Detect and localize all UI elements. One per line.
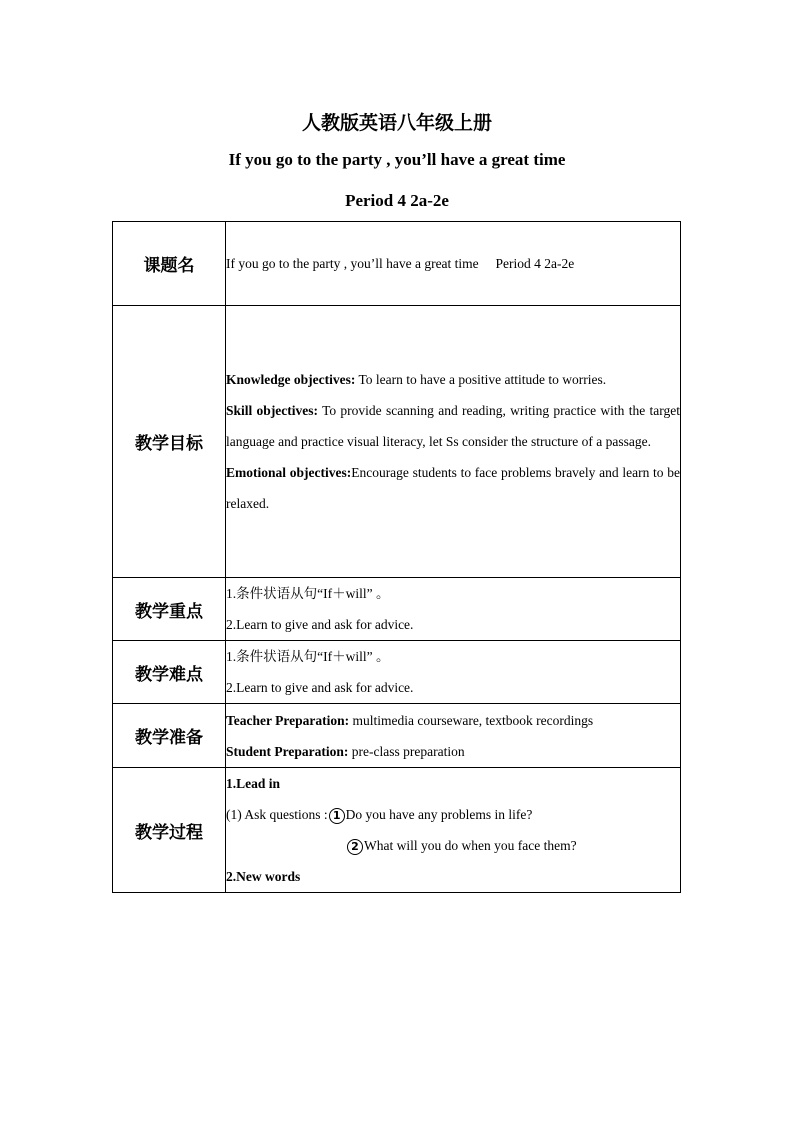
- circled-number-1-icon: 1: [329, 808, 345, 824]
- objectives-row: [113, 306, 681, 578]
- topic-period: Period 4 2a-2e: [495, 256, 575, 271]
- question-2: [226, 830, 680, 861]
- difficult-points-label: 教学难点: [113, 641, 226, 704]
- topic-label: 课题名: [113, 222, 226, 306]
- difficult-points-value: [226, 641, 681, 704]
- key-points-label: 教学重点: [113, 578, 226, 641]
- key-point-1: 1.条件状语从句“If＋will” 。: [226, 586, 390, 601]
- objectives-label: 教学目标: [113, 306, 226, 578]
- student-preparation-text: pre-class preparation: [351, 743, 465, 759]
- process-label: 教学过程: [113, 768, 226, 893]
- process-value: [226, 768, 681, 893]
- knowledge-objectives-text: To learn to have a positive attitude to worries.: [358, 372, 607, 387]
- key-points-row: [113, 578, 681, 641]
- process-row: [113, 768, 681, 893]
- teacher-preparation-label: Teacher Preparation:: [226, 712, 350, 728]
- topic-text: [226, 248, 680, 279]
- difficult-point-2: 2.Learn to give and ask for advice.: [226, 680, 414, 695]
- key-point-2: 2.Learn to give and ask for advice.: [226, 617, 414, 632]
- lead-in-step: 1.Lead in: [226, 776, 281, 791]
- ask-questions-prefix: (1) Ask questions :: [226, 807, 328, 822]
- objectives-value: [226, 306, 681, 578]
- preparation-value: [226, 704, 681, 768]
- question-1-text: Do you have any problems in life?: [345, 807, 533, 822]
- preparation-label: 教学准备: [113, 704, 226, 768]
- student-preparation: [226, 736, 680, 767]
- emotional-objectives: [226, 457, 680, 519]
- preparation-row: [113, 704, 681, 768]
- topic-row: [113, 222, 681, 306]
- emotional-objectives-text: Encourage students to face problems bravely and learn to be relaxed.: [226, 465, 680, 511]
- skill-objectives: [226, 395, 680, 457]
- emotional-objectives-label: Emotional objectives:: [226, 465, 352, 480]
- book-title: 人教版英语八年级上册: [301, 112, 492, 134]
- period-title: Period 4 2a-2e: [345, 191, 449, 210]
- difficult-points-row: [113, 641, 681, 704]
- circled-number-2-icon: 2: [347, 839, 363, 855]
- skill-objectives-text: To provide scanning and reading, writing practice with the target language and practice visual literacy, let Ss consider the structure of a passage.: [226, 403, 680, 449]
- topic-title: If you go to the party , you’ll have a great time: [226, 256, 479, 271]
- question-2-text: What will you do when you face them?: [364, 838, 577, 853]
- knowledge-objectives: [226, 364, 680, 395]
- student-preparation-label: Student Preparation:: [226, 743, 349, 759]
- key-points-value: [226, 578, 681, 641]
- unit-title: If you go to the party , you’ll have a great time: [228, 150, 566, 169]
- difficult-point-1: 1.条件状语从句“If＋will” 。: [226, 649, 390, 664]
- knowledge-objectives-label: Knowledge objectives:: [226, 372, 356, 387]
- lesson-plan-table: [112, 221, 681, 893]
- teacher-preparation: [226, 705, 680, 736]
- question-1: [226, 799, 680, 830]
- teacher-preparation-text: multimedia courseware, textbook recordings: [352, 712, 594, 728]
- new-words-step: 2.New words: [226, 869, 301, 884]
- skill-objectives-label: Skill objectives:: [226, 403, 319, 418]
- topic-value: [226, 222, 681, 306]
